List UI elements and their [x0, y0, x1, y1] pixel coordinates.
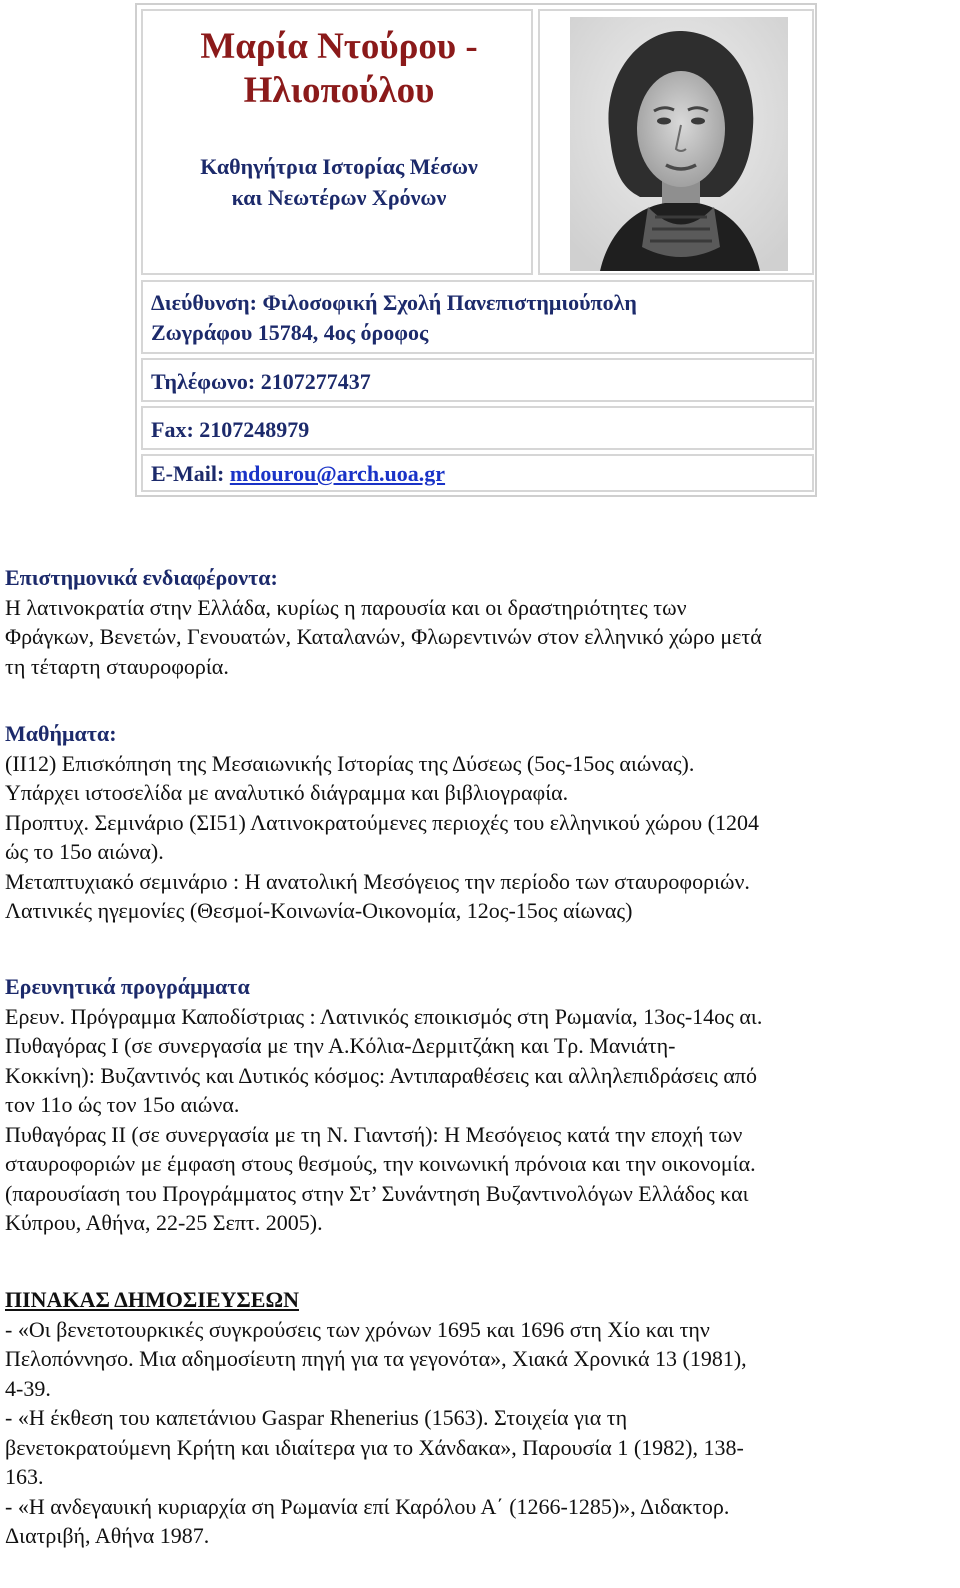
research-line: Κύπρου, Αθήνα, 22-25 Σεπτ. 2005).: [5, 1210, 323, 1235]
fax-cell: [141, 406, 814, 450]
research-line: τον 11ο ώς τον 15ο αιώνα.: [5, 1092, 240, 1117]
profile-card: [135, 3, 817, 497]
address-line-1: Διεύθυνση: Φιλοσοφική Σχολή Πανεπιστημιούπολη: [151, 290, 637, 315]
course-line: Μεταπτυχιακό σεμινάριο : Η ανατολική Μεσόγειος την περίοδο των σταυροφοριών.: [5, 868, 750, 894]
phone-cell: [141, 358, 814, 402]
portrait-photo: [570, 17, 788, 271]
publication-line: - «Η ανδεγαυική κυριαρχία ση Ρωμανία επί Καρόλου Α΄ (1266-1285)», Διδακτορ.: [5, 1493, 730, 1519]
interests-line: Φράγκων, Βενετών, Γενουατών, Καταλανών, Φλωρεντινών στον ελληνικό χώρο μετά: [5, 624, 762, 649]
email-row: [151, 459, 445, 489]
research-heading: Ερευνητικά προγράμματα: [5, 974, 250, 999]
profile-position: [143, 151, 535, 213]
research-line: σταυροφοριών με έμφαση στους θεσμούς, την κοινωνική πρόνοια και την οικονομία.: [5, 1151, 756, 1176]
course-line: Προπτυχ. Σεμινάριο (ΣΙ51) Λατινοκρατούμενες περιοχές του ελληνικού χώρου (1204: [5, 809, 760, 835]
publication-line: 4-39.: [5, 1375, 51, 1401]
publication-line: - «Οι βενετοτουρκικές συγκρούσεις των χρόνων 1695 και 1696 στη Χίο και την: [5, 1316, 710, 1342]
publications-section: [5, 1285, 747, 1551]
research-line: (παρουσίαση του Προγράμματος στην Στ’ Συνάντηση Βυζαντινολόγων Ελλάδος και: [5, 1180, 749, 1206]
course-line: (ΙΙ12) Επισκόπηση της Μεσαιωνικής Ιστορίας της Δύσεως (5ος-15ος αιώνας).: [5, 750, 695, 776]
address-cell: [141, 280, 814, 354]
photo-cell: [538, 9, 814, 275]
fax-text: Fax: 2107248979: [151, 417, 310, 442]
courses-heading: Μαθήματα:: [5, 721, 117, 746]
email-label: E-Mail:: [151, 461, 225, 486]
email-cell: [141, 454, 814, 492]
phone-text: Τηλέφωνο: 2107277437: [151, 369, 371, 394]
publication-line: - «Η έκθεση του καπετάνιου Gaspar Rhenerius (1563). Στοιχεία για τη: [5, 1405, 628, 1430]
interests-section: [5, 563, 762, 681]
interests-heading: Επιστημονικά ενδιαφέροντα:: [5, 565, 278, 590]
course-line: Λατινικές ηγεμονίες (Θεσμοί-Κοινωνία-Οικονομία, 12ος-15ος αίωνας): [5, 898, 633, 923]
interests-line: τη τέταρτη σταυροφορία.: [5, 653, 229, 679]
publication-line: Διατριβή, Αθήνα 1987.: [5, 1523, 210, 1548]
research-line: Ερευν. Πρόγραμμα Καποδίστριας : Λατινικός εποικισμός στη Ρωμανία, 13ος-14ος αι.: [5, 1003, 763, 1029]
publication-line: 163.: [5, 1464, 44, 1489]
course-line: Υπάρχει ιστοσελίδα με αναλυτικό διάγραμμα και βιβλιογραφία.: [5, 780, 569, 805]
publication-line: Πελοπόννησο. Μια αδημοσίευτη πηγή για τα γεγονότα», Χιακά Χρονικά 13 (1981),: [5, 1346, 747, 1371]
profile-name: [143, 25, 535, 113]
profile-name-line-2: Ηλιοπούλου: [243, 70, 435, 111]
interests-line: Η λατινοκρατία στην Ελλάδα, κυρίως η παρουσία και οι δραστηριότητες των: [5, 594, 687, 620]
courses-section: [5, 719, 759, 926]
course-line: ώς το 15ο αιώνα).: [5, 839, 164, 864]
research-line: Πυθαγόρας ΙΙ (σε συνεργασία με τη Ν. Γιαντσή): Η Μεσόγειος κατά την εποχή των: [5, 1121, 743, 1147]
research-section: [5, 972, 762, 1238]
research-line: Πυθαγόρας Ι (σε συνεργασία με την Α.Κόλια-Δερμιτζάκη και Τρ. Μανιάτη-: [5, 1033, 676, 1058]
publication-line: βενετοκρατούμενη Κρήτη και ιδιαίτερα για το Χάνδακα», Παρουσία 1 (1982), 138-: [5, 1434, 744, 1460]
title-cell: [141, 9, 533, 275]
address-line-2: Ζωγράφου 15784, 4ος όροφος: [151, 320, 429, 345]
publications-heading: ΠΙΝΑΚΑΣ ΔΗΜΟΣΙΕΥΣΕΩΝ: [5, 1287, 299, 1312]
profile-name-line-1: Μαρία Ντούρου -: [200, 26, 478, 67]
profile-position-line-2: και Νεωτέρων Χρόνων: [231, 185, 447, 210]
profile-position-line-1: Καθηγήτρια Ιστορίας Μέσων: [200, 154, 478, 179]
research-line: Κοκκίνη): Βυζαντινός και Δυτικός κόσμος: Αντιπαραθέσεις και αλληλεπιδράσεις από: [5, 1062, 758, 1088]
email-link[interactable]: mdourou@arch.uoa.gr: [229, 461, 446, 486]
